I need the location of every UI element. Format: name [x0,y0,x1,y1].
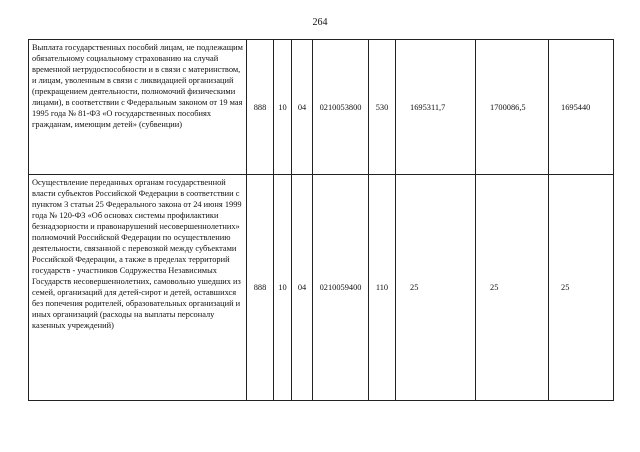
amount-year-1: 25 [396,175,476,401]
amount-year-1: 1695311,7 [396,40,476,175]
expense-type-code: 110 [369,175,396,401]
budget-table [28,39,614,401]
section-code: 10 [274,40,292,175]
page-number: 264 [312,17,328,28]
row-description: Осуществление переданных органам государственной власти субъектов Российской Федерации в соответствии с пунктом 3 статьи 25 Федерального закона от 24 июня 1999 года № 120-ФЗ «Об основах системы профилактики безнадзорности и правонарушений несовершеннолетних» полномочий Российской Федерации по осуществлению деятельности, связанной с перевозкой между субъектами Российской Федерации, а также в пределах территорий государств - участников Содружества Независимых Государств несовершеннолетних, самовольно ушедших из семей, организаций для детей-сирот и детей, оставшихся без попечения родителей, образовательных организаций и иных организаций (расходы на выплаты персоналу казенных учреждений) [29,175,247,401]
subsection-code: 04 [292,175,313,401]
amount-year-2: 25 [476,175,549,401]
ministry-code: 888 [247,40,274,175]
table-row [29,40,614,175]
expense-type-code: 530 [369,40,396,175]
target-article-code: 0210053800 [313,40,369,175]
target-article-code: 0210059400 [313,175,369,401]
table-row [29,175,614,401]
row-description: Выплата государственных пособий лицам, не подлежащим обязательному социальному страхованию на случай временной нетрудоспособности и в связи с материнством, и лицам, уволенным в связи с ликвидацией организаций (прекращением деятельности, полномочий физическими лицами), в соответствии с Федеральным законом от 19 мая 1995 года № 81-ФЗ «О государственных пособиях гражданам, имеющим детей» (субвенции) [29,40,247,175]
section-code: 10 [274,175,292,401]
amount-year-3: 1695440 [549,40,614,175]
amount-year-3: 25 [549,175,614,401]
amount-year-2: 1700086,5 [476,40,549,175]
subsection-code: 04 [292,40,313,175]
ministry-code: 888 [247,175,274,401]
